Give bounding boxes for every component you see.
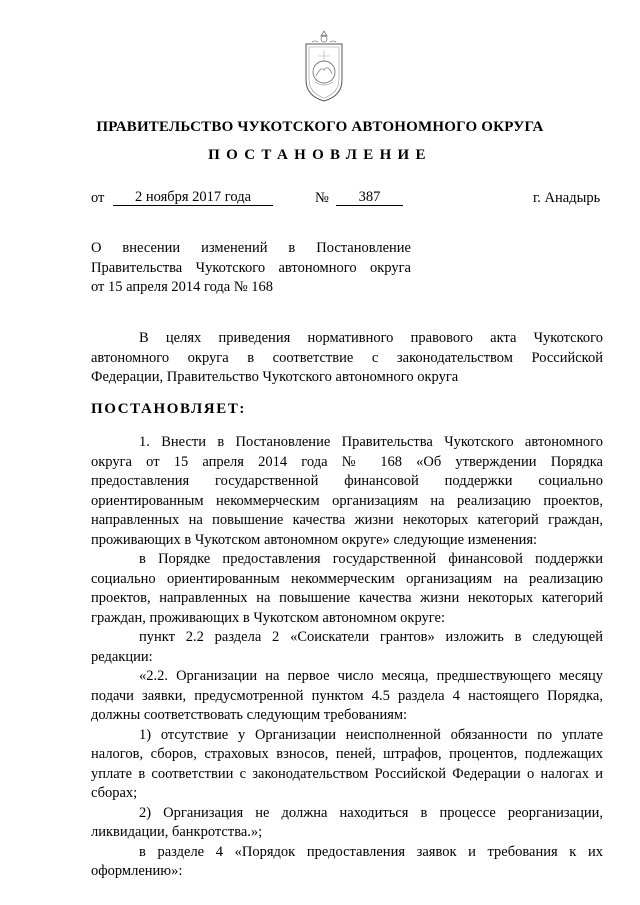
subject-line: Правительства Чукотского автономного округа: [91, 259, 411, 276]
body-line: 1. Внести в Постановление Правительства Чукотского автономного: [139, 434, 603, 450]
body-line: автономного округа в соответствие с законодательством Российской: [91, 349, 603, 366]
body-line: в разделе 4 «Порядок предоставления заявок и требования к их: [139, 843, 603, 860]
decree-heading: ПОСТАНОВЛЯЕТ:: [91, 401, 247, 417]
number-prefix: №: [315, 190, 329, 206]
body-line: должны соответствовать следующим требованиям:: [91, 707, 408, 723]
subject-line: от 15 апреля 2014 года № 168: [91, 279, 274, 295]
coat-of-arms-emblem: [303, 28, 345, 104]
body-line: 2) Организация не должна находиться в процессе реорганизации,: [139, 804, 603, 821]
subject-line: О внесении изменений в Постановление: [91, 240, 411, 256]
body-line: проживающих в Чукотском автономном округе» следующие изменения:: [91, 531, 538, 548]
body-line: В целях приведения нормативного правового акта Чукотского: [139, 330, 603, 346]
preamble-paragraph: [91, 329, 603, 388]
body-line: проектов, направленных на повышение качества жизни некоторых категорий: [91, 590, 603, 606]
body-line: подачи заявки, предусмотренной пунктом 4.5 раздела 4 настоящего Порядка,: [91, 687, 603, 704]
body-line: направленных на повышение качества жизни некоторых категорий граждан,: [91, 512, 603, 528]
organization-title: ПРАВИТЕЛЬСТВО ЧУКОТСКОГО АВТОНОМНОГО ОКРУГА: [96, 119, 544, 135]
city-name: г. Анадырь: [533, 190, 601, 206]
body-line: ориентированным некоммерческим организациям на реализацию проектов,: [91, 492, 603, 509]
body-line: округа от 15 апреля 2014 года № 168 «Об утверждении Порядка: [91, 453, 603, 470]
body-line: уплате в соответствии с законодательством Российской Федерации о налогах и: [91, 765, 603, 782]
date-prefix: от: [91, 190, 105, 206]
body-line: Федерации, Правительство Чукотского автономного округа: [91, 369, 459, 385]
document-subject: [91, 239, 411, 298]
body-line: сборах;: [91, 785, 138, 801]
document-type-heading: ПОСТАНОВЛЕНИЕ: [208, 147, 432, 163]
body-line: граждан, проживающих в Чукотском автономном округе:: [91, 609, 446, 626]
body-line: «2.2. Организации на первое число месяца, предшествующего месяцу: [139, 668, 603, 684]
body-line: ликвидации, банкротства.»;: [91, 824, 263, 840]
body-line: в Порядке предоставления государственной финансовой поддержки: [139, 551, 603, 567]
document-date: 2 ноября 2017 года: [113, 190, 273, 206]
body-line: 1) отсутствие у Организации неисполненной обязанности по уплате: [139, 726, 603, 743]
body-line: оформлению»:: [91, 863, 183, 879]
body-line: социально ориентированным некоммерческим организациям на реализацию: [91, 570, 603, 587]
decree-body: [91, 433, 603, 882]
body-line: налогов, сборов, страховых взносов, пеней, штрафов, процентов, подлежащих: [91, 746, 603, 762]
body-line: пункт 2.2 раздела 2 «Соискатели грантов» изложить в следующей: [139, 629, 603, 645]
body-line: редакции:: [91, 648, 153, 665]
body-line: предоставления государственной финансовой поддержки социально: [91, 473, 603, 489]
document-number: 387: [336, 190, 403, 206]
